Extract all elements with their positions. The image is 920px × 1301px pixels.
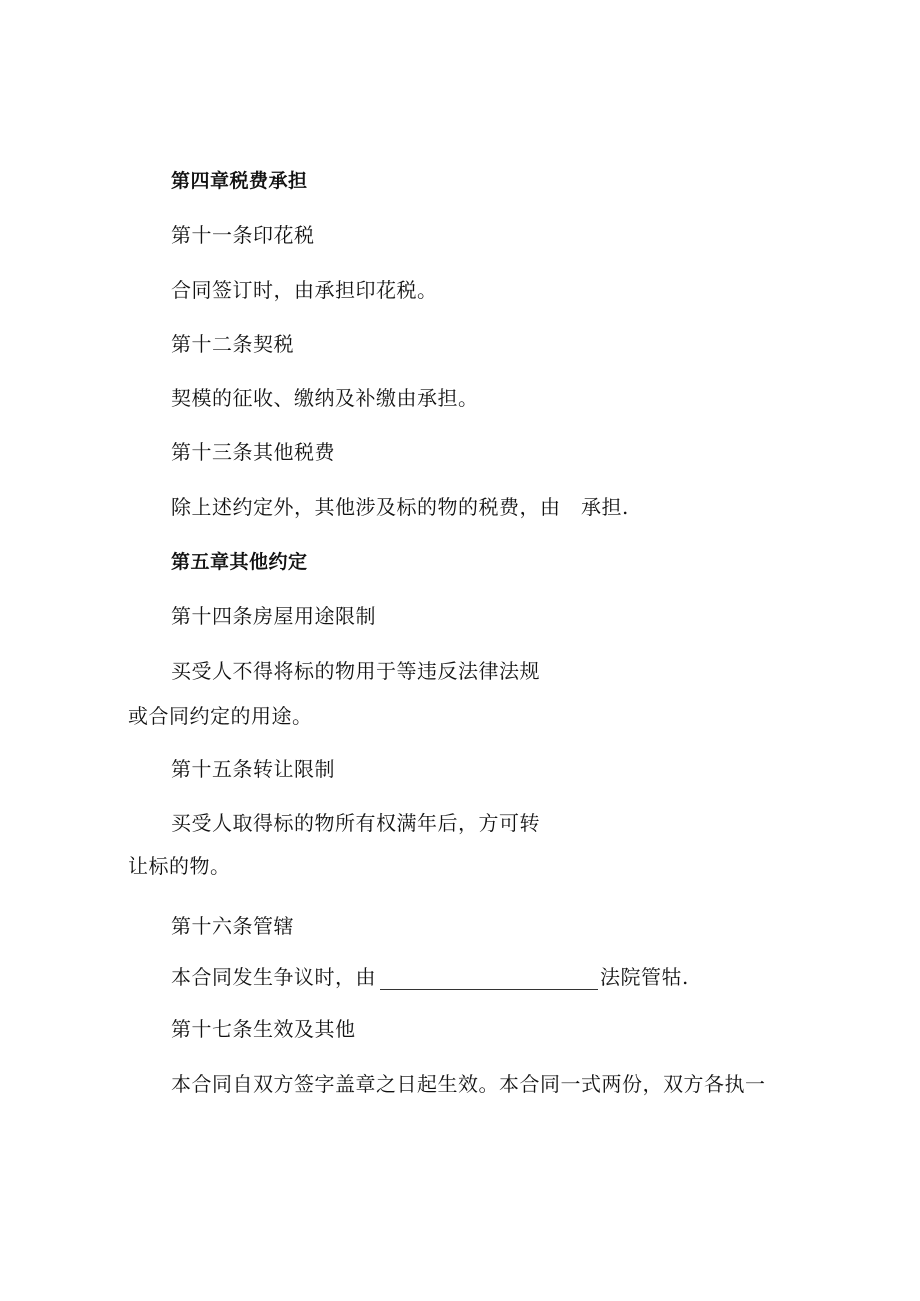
- chapter5-heading: 第五章其他约定: [171, 551, 308, 573]
- article-14-body-line1: 买受人不得将标的物用于等违反法律法规: [171, 659, 540, 683]
- court-name-blank-line: [380, 969, 598, 990]
- article-14-body-line2: 或合同约定的用途。: [128, 704, 313, 728]
- article-17-title: 第十七条生效及其他: [171, 1017, 356, 1041]
- article-17-body: 本合同自双方签字盖章之日起生效。本合同一式两份，双方各执一: [171, 1072, 766, 1096]
- article-12-body: 契模的征收、缴纳及补缴由承担。: [171, 386, 479, 410]
- article-12-title: 第十二条契税: [171, 332, 294, 356]
- article-14-title: 第十四条房屋用途限制: [171, 604, 376, 628]
- article-15-body-line1: 买受人取得标的物所有权满年后，方可转: [171, 811, 540, 835]
- article-13-title: 第十三条其他税费: [171, 440, 335, 464]
- article-16-body-prefix: 本合同发生争议时，由: [171, 965, 376, 989]
- article-11-body: 合同签订时，由承担印花税。: [171, 278, 438, 302]
- article-11-title: 第十一条印花税: [171, 223, 315, 247]
- article-13-body: 除上述约定外，其他涉及标的物的税费，由 承担.: [171, 495, 629, 519]
- chapter4-heading: 第四章税费承担: [171, 170, 308, 192]
- article-16-title: 第十六条管辖: [171, 914, 294, 938]
- article-16-body: [171, 964, 689, 990]
- article-16-body-suffix: 法院管牯.: [600, 965, 689, 989]
- article-15-title: 第十五条转让限制: [171, 757, 335, 781]
- article-15-body-line2: 让标的物。: [128, 854, 231, 878]
